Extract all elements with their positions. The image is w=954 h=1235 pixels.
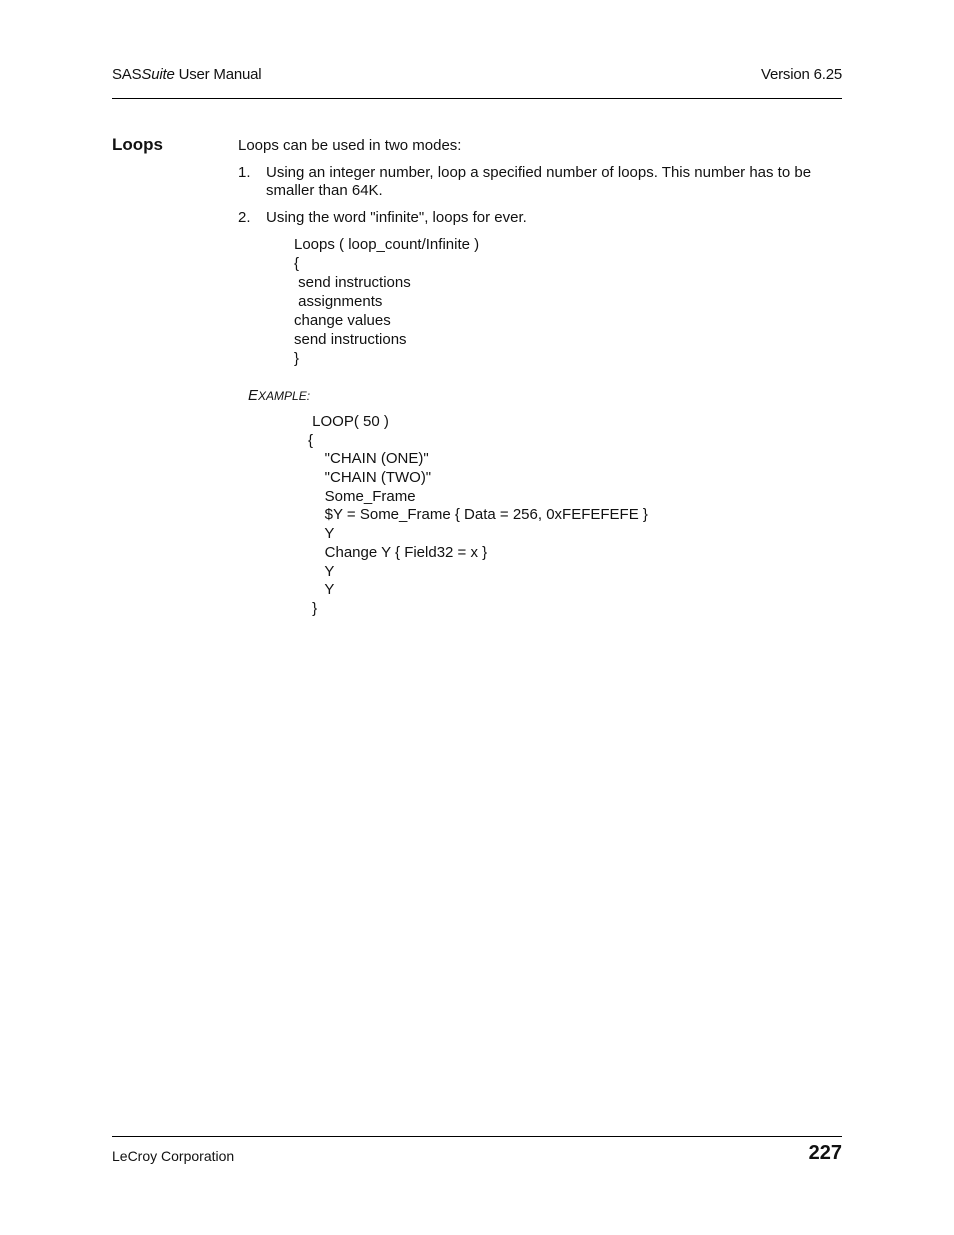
syntax-line: send instructions — [294, 274, 411, 291]
syntax-line: send instructions — [294, 331, 407, 348]
syntax-line: Loops ( loop_count/Infinite ) — [294, 236, 480, 253]
code-line: "CHAIN (ONE)" — [308, 450, 429, 468]
list-number: 1. — [238, 163, 251, 181]
syntax-line: assignments — [294, 293, 383, 310]
example-label-initial: E — [248, 387, 259, 404]
code-line: Y — [308, 525, 335, 543]
code-line: Some_Frame — [308, 487, 416, 505]
intro-paragraph: Loops can be used in two modes: — [238, 137, 462, 154]
company-name: LeCroy Corporation — [112, 1148, 235, 1164]
section-heading: Loops — [112, 135, 163, 154]
code-line: { — [308, 431, 314, 449]
manual-title-rest: User Manual — [174, 66, 262, 83]
syntax-line: change values — [294, 312, 391, 329]
example-label — [248, 387, 842, 405]
list-item — [238, 209, 842, 228]
section-body — [238, 137, 842, 619]
code-line: Change Y { Field32 = x } — [308, 543, 488, 561]
mode-list — [238, 164, 842, 228]
product-suffix: Suite — [141, 66, 175, 83]
list-text: Using an integer number, loop a specified number of loops. This number has to be smaller than 64K. — [266, 163, 812, 199]
manual-title — [112, 66, 261, 83]
example-code-block — [308, 413, 842, 619]
syntax-line: { — [294, 255, 300, 272]
product-prefix: SAS — [112, 66, 142, 83]
list-item — [238, 164, 842, 201]
list-text: Using the word "infinite", loops for ever. — [266, 208, 527, 226]
syntax-line: } — [294, 350, 300, 367]
code-line: "CHAIN (TWO)" — [308, 469, 432, 487]
syntax-block — [294, 235, 842, 368]
code-line: LOOP( 50 ) — [308, 413, 389, 430]
code-line: Y — [308, 581, 335, 599]
page-header — [112, 64, 842, 99]
code-line: $Y = Some_Frame { Data = 256, 0xFEFEFEFE } — [308, 506, 648, 524]
code-line: } — [308, 599, 318, 617]
example-label-rest: XAMPLE: — [258, 389, 311, 403]
code-line: Y — [308, 562, 335, 580]
list-number: 2. — [238, 208, 251, 226]
manual-version: Version 6.25 — [761, 66, 842, 83]
page-number: 227 — [808, 1142, 842, 1164]
page-footer — [112, 1136, 842, 1164]
